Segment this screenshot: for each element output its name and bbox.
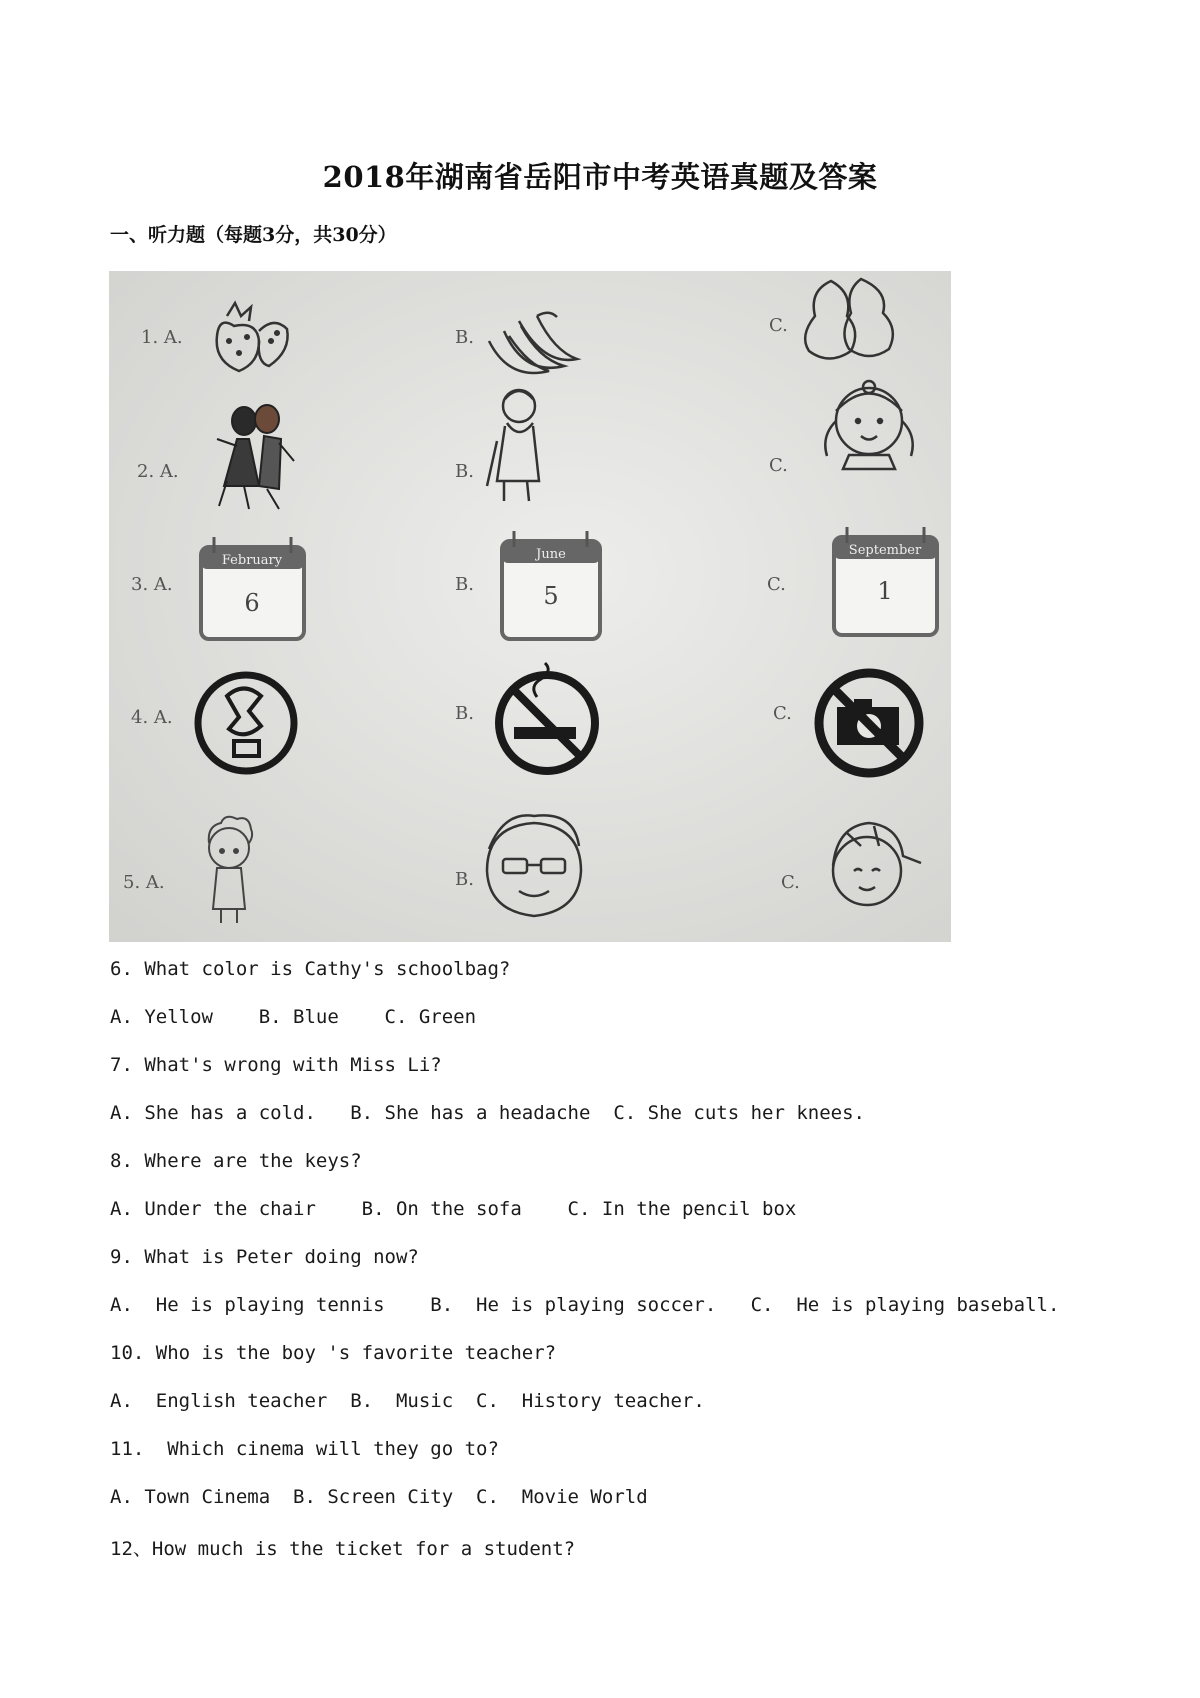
question-12: 12、How much is the ticket for a student? [110, 1538, 576, 1560]
question-9: 9. What is Peter doing now? [110, 1246, 419, 1268]
section-heading: 一、听力题（每题3分，共30分） [110, 224, 397, 246]
calendar-b-month: June [536, 547, 566, 562]
q3-label-b: B. [455, 574, 474, 595]
question-8: 8. Where are the keys? [110, 1150, 362, 1172]
question-7-options: A. She has a cold. B. She has a headache C. She cuts her knees. [110, 1102, 865, 1124]
q4-label-b: B. [455, 703, 474, 724]
q5-label-c: C. [781, 872, 800, 893]
calendar-a-day: 6 [244, 589, 260, 617]
q3-label-c: C. [767, 574, 786, 595]
q4-label-c: C. [773, 703, 792, 724]
calendar-a-month: February [221, 553, 283, 568]
q1-label-b: B. [455, 327, 474, 348]
q5-label-a: 5. A. [123, 872, 165, 893]
question-11: 11. Which cinema will they go to? [110, 1438, 499, 1460]
calendar-icon [201, 537, 304, 639]
question-8-options: A. Under the chair B. On the sofa C. In the pencil box [110, 1198, 797, 1220]
question-10: 10. Who is the boy 's favorite teacher? [110, 1342, 557, 1364]
question-6: 6. What color is Cathy's schoolbag? [110, 958, 511, 980]
q5-label-b: B. [455, 869, 474, 890]
question-7: 7. What's wrong with Miss Li? [110, 1054, 442, 1076]
calendar-c-month: September [848, 543, 922, 558]
calendar-icon [834, 527, 937, 635]
page-title: 2018年湖南省岳阳市中考英语真题及答案 [322, 160, 878, 194]
q2-label-c: C. [769, 455, 788, 476]
calendar-icon [502, 531, 600, 639]
q1-label-a: 1. A. [141, 327, 183, 348]
calendar-c-day: 1 [877, 577, 893, 605]
listening-picture-panel [109, 271, 951, 942]
q2-label-b: B. [455, 461, 474, 482]
calendar-b-day: 5 [543, 582, 559, 610]
q2-label-a: 2. A. [137, 461, 179, 482]
question-9-options: A. He is playing tennis B. He is playing soccer. C. He is playing baseball. [110, 1294, 1060, 1316]
q3-label-a: 3. A. [131, 574, 173, 595]
question-6-options: A. Yellow B. Blue C. Green [110, 1006, 477, 1028]
question-11-options: A. Town Cinema B. Screen City C. Movie World [110, 1486, 648, 1508]
q1-label-c: C. [769, 315, 788, 336]
question-10-options: A. English teacher B. Music C. History teacher. [110, 1390, 705, 1412]
q4-label-a: 4. A. [131, 707, 173, 728]
